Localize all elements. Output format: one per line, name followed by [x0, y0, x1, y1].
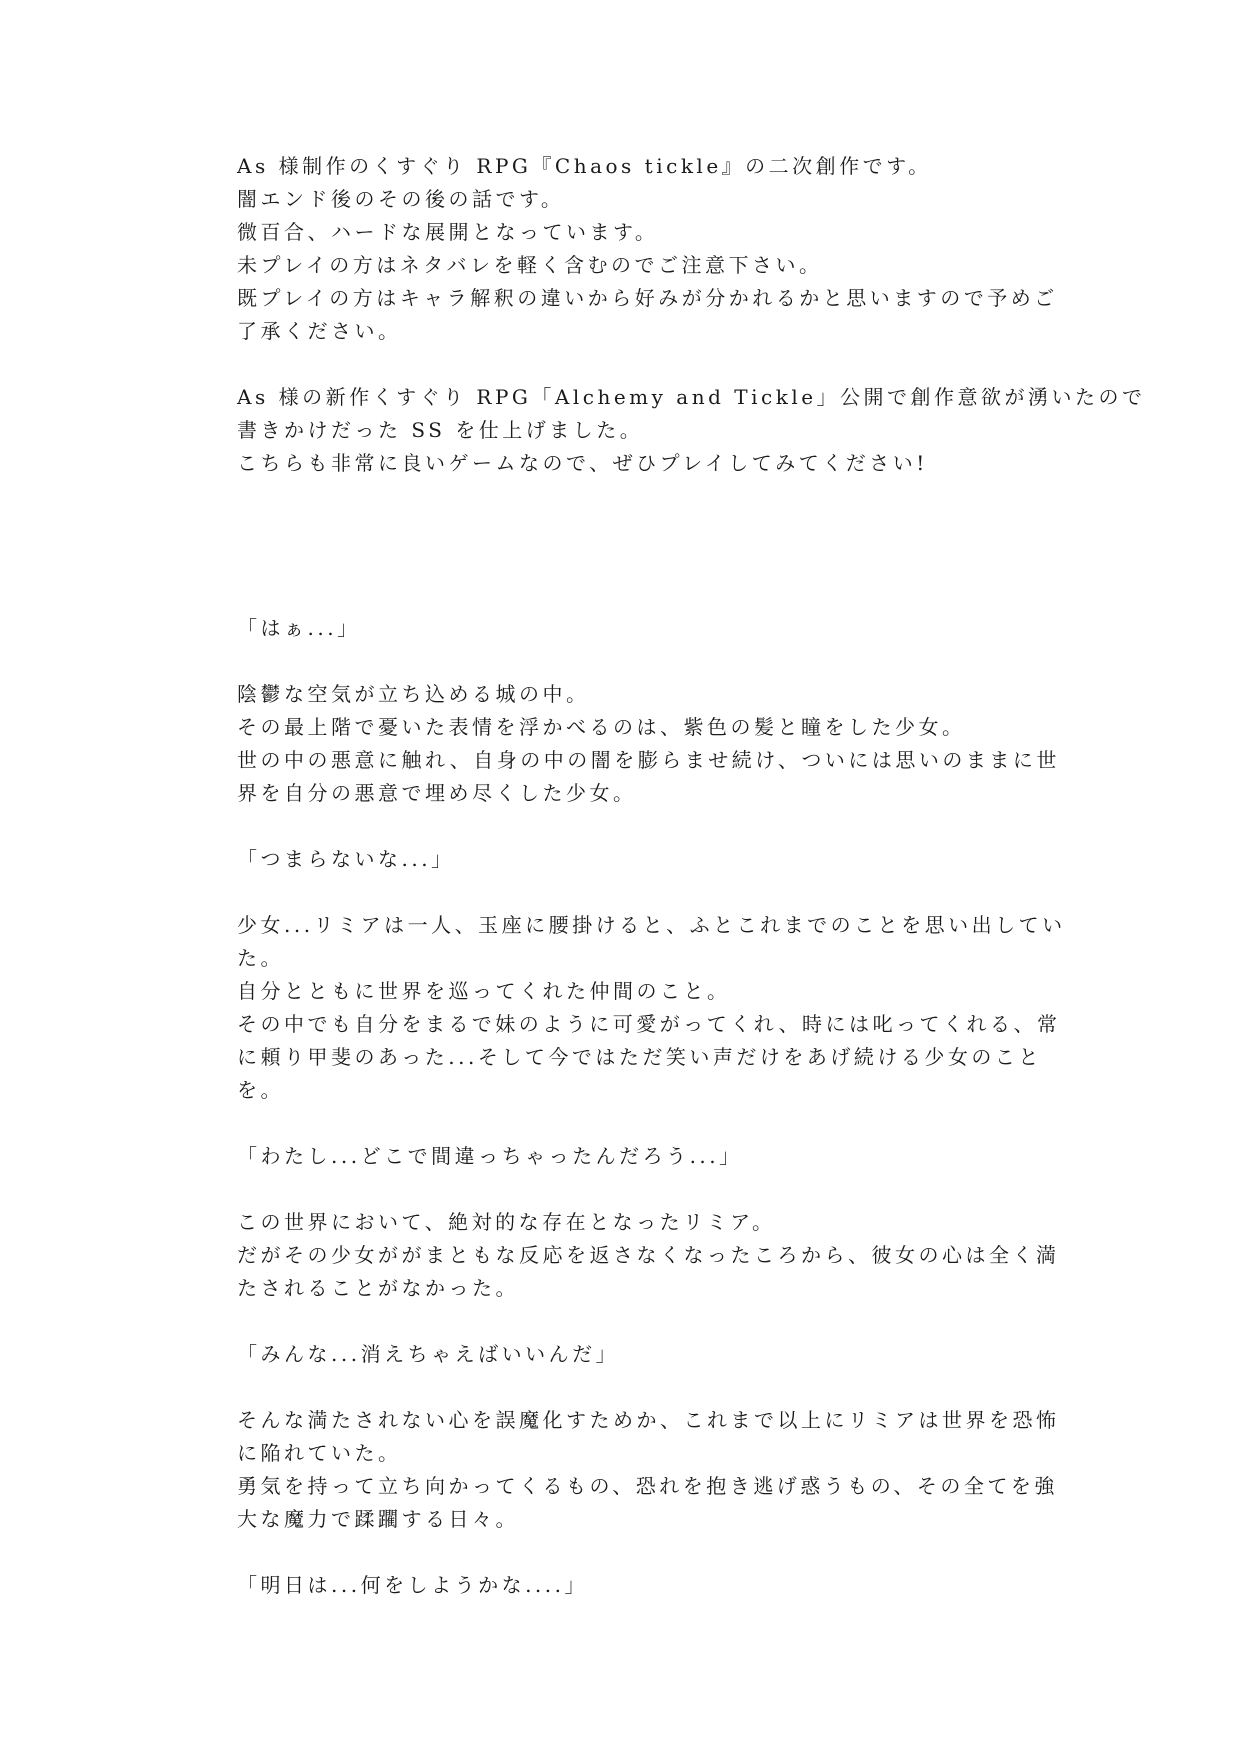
text-line: た。: [237, 946, 284, 970]
text-line: 了承ください。: [237, 319, 402, 343]
text-line: その最上階で憂いた表情を浮かべるのは、紫色の髪と瞳をした少女。: [237, 715, 966, 739]
text-line: に頼り甲斐のあった...そして今ではただ笑い声だけをあげ続ける少女のこと: [237, 1045, 1042, 1069]
text-line: たされることがなかった。: [237, 1276, 519, 1300]
blank-line: [237, 1371, 1017, 1404]
blank-line: [237, 546, 1017, 579]
text-line: 世の中の悪意に触れ、自身の中の闇を膨らませ続け、ついには思いのままに世: [237, 748, 1060, 772]
blank-line: [237, 1305, 1017, 1338]
text-line: 微百合、ハードな展開となっています。: [237, 220, 659, 244]
blank-line: [237, 810, 1017, 843]
blank-line: [237, 480, 1017, 513]
text-line: 「つまらないな...」: [237, 847, 455, 871]
blank-line: [237, 513, 1017, 546]
blank-line: [237, 348, 1017, 381]
blank-line: [237, 645, 1017, 678]
text-line: 「みんな...消えちゃえばいいんだ」: [237, 1342, 620, 1366]
text-line: こちらも非常に良いゲームなので、ぜひプレイしてみてください!: [237, 451, 928, 475]
text-line: だがその少女ががまともな反応を返さなくなったころから、彼女の心は全く満: [237, 1243, 1060, 1267]
text-line: 大な魔力で蹂躙する日々。: [237, 1507, 519, 1531]
text-line: この世界において、絶対的な存在となったリミア。: [237, 1210, 776, 1234]
text-line: 「わたし...どこで間違っちゃったんだろう...」: [237, 1144, 743, 1168]
text-line: その中でも自分をまるで妹のように可愛がってくれ、時には叱ってくれる、常: [237, 1012, 1061, 1036]
text-line: そんな満たされない心を誤魔化すためか、これまで以上にリミアは世界を恐怖: [237, 1408, 1060, 1432]
text-line: を。: [237, 1078, 284, 1102]
text-line: 「明日は...何をしようかな....」: [237, 1573, 589, 1597]
text-line: As 様の新作くすぐり RPG「Alchemy and Tickle」公開で創作意欲が湧いたので: [237, 385, 1146, 409]
blank-line: [237, 1173, 1017, 1206]
text-line: 陰鬱な空気が立ち込める城の中。: [237, 682, 590, 706]
text-line: 自分とともに世界を巡ってくれた仲間のこと。: [237, 979, 731, 1003]
text-line: 界を自分の悪意で埋め尽くした少女。: [237, 781, 637, 805]
document-body: [237, 150, 1146, 1602]
blank-line: [237, 876, 1017, 909]
text-line: 勇気を持って立ち向かってくるもの、恐れを抱き逃げ惑うもの、その全てを強: [237, 1474, 1058, 1498]
text-line: 既プレイの方はキャラ解釈の違いから好みが分かれるかと思いますので予めご: [237, 286, 1058, 310]
blank-line: [237, 579, 1017, 612]
text-line: 闇エンド後のその後の話です。: [237, 187, 565, 211]
blank-line: [237, 1107, 1017, 1140]
text-line: As 様制作のくすぐり RPG『Chaos tickle』の二次創作です。: [237, 154, 932, 178]
text-line: 「はぁ...」: [237, 616, 361, 640]
blank-line: [237, 1536, 1017, 1569]
text-line: 少女...リミアは一人、玉座に腰掛けると、ふとこれまでのことを思い出してい: [237, 913, 1066, 937]
text-line: に陥れていた。: [237, 1441, 402, 1465]
text-line: 未プレイの方はネタバレを軽く含むのでご注意下さい。: [237, 253, 823, 277]
text-line: 書きかけだった SS を仕上げました。: [237, 418, 644, 442]
